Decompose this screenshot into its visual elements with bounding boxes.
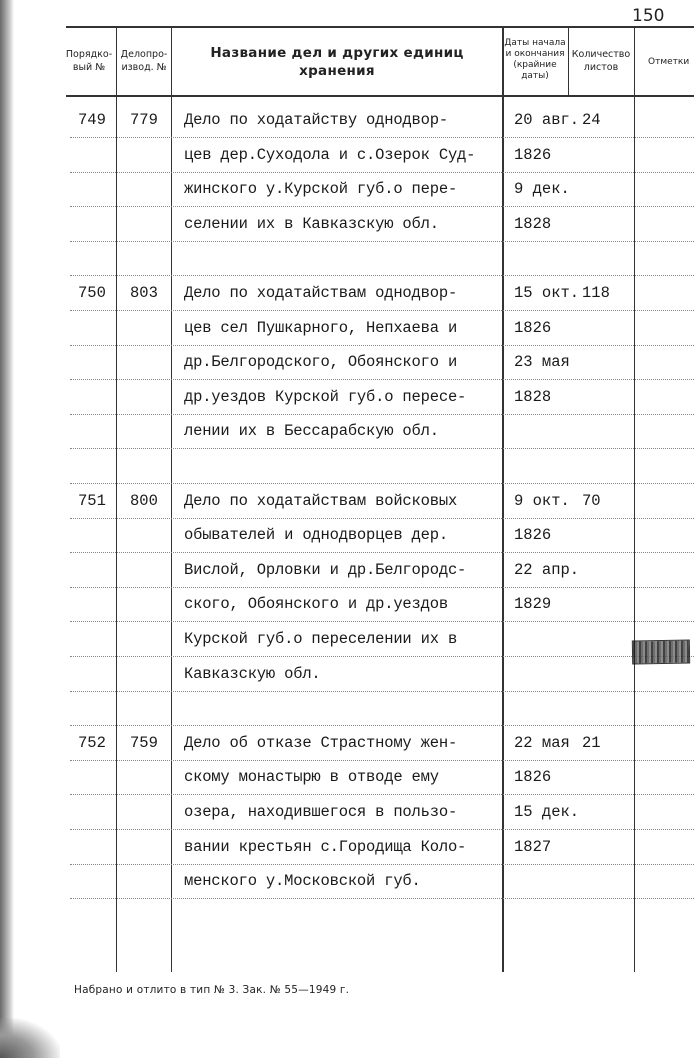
- table-row: [66, 383, 694, 417]
- case-title-cell: селении их в Кавказскую обл.: [184, 215, 439, 233]
- date-cell: 1826: [514, 526, 552, 544]
- date-cell: 1828: [514, 388, 552, 406]
- case-title-cell: Дело по ходатайствам войсковых: [184, 492, 458, 510]
- page-number: 150: [632, 6, 665, 26]
- table-row: [66, 106, 694, 140]
- seq-number-cell: 751: [78, 492, 106, 510]
- case-number-cell: 759: [130, 734, 158, 752]
- date-cell: 15 окт.: [514, 284, 580, 302]
- header-seq-number: Порядко-вый №: [65, 49, 113, 73]
- date-cell: 1826: [514, 319, 552, 337]
- case-title-cell: ского, Обоянского и др.уездов: [184, 595, 448, 613]
- case-title-cell: Дело по ходатайству однодвор-: [184, 111, 448, 129]
- case-title-cell: Дело по ходатайствам однодвор-: [184, 284, 458, 302]
- header-dates: Даты начала и окончания (крайние даты): [504, 38, 566, 81]
- column-divider: [568, 26, 569, 96]
- sheets-count-cell: 118: [582, 284, 610, 302]
- seq-number-cell: 752: [78, 734, 106, 752]
- table-row: [66, 279, 694, 313]
- date-cell: 20 авг.: [514, 111, 580, 129]
- seq-number-cell: 750: [78, 284, 106, 302]
- date-cell: 1827: [514, 838, 552, 856]
- table-top-rule: [66, 26, 694, 28]
- case-title-cell: лении их в Бессарабскую обл.: [184, 422, 439, 440]
- header-notes: Отметки: [648, 56, 690, 67]
- table-header-rule: [66, 95, 694, 97]
- table-row: [66, 729, 694, 763]
- table-row: [66, 660, 694, 694]
- table-row: [66, 487, 694, 521]
- case-title-cell: жинского у.Курской губ.о пере-: [184, 180, 458, 198]
- case-number-cell: 779: [130, 111, 158, 129]
- case-title-cell: Дело об отказе Страстному жен-: [184, 734, 458, 752]
- date-cell: 23 мая: [514, 353, 570, 371]
- page-binding-edge: [0, 0, 14, 1058]
- table-row: [66, 694, 694, 728]
- table-row: [66, 833, 694, 867]
- date-cell: 15 дек.: [514, 803, 580, 821]
- table-row: [66, 314, 694, 348]
- table-row: [66, 590, 694, 624]
- table-row: [66, 521, 694, 555]
- case-title-cell: скому монастырю в отводе ему: [184, 768, 439, 786]
- header-sheets-count: Количество листов: [571, 49, 631, 73]
- table-row: [66, 556, 694, 590]
- case-number-cell: 800: [130, 492, 158, 510]
- table-row: [66, 625, 694, 659]
- table-row: [66, 141, 694, 175]
- date-cell: 22 мая: [514, 734, 570, 752]
- table-row: [66, 244, 694, 278]
- seq-number-cell: 749: [78, 111, 106, 129]
- table-row: [66, 867, 694, 901]
- printer-imprint: Набрано и отлито в тип № 3. Зак. № 55—1949 г.: [74, 984, 350, 996]
- archive-stamp: [632, 639, 690, 664]
- case-number-cell: 803: [130, 284, 158, 302]
- sheets-count-cell: 24: [582, 111, 601, 129]
- case-title-cell: Кавказскую обл.: [184, 665, 321, 683]
- header-title: Название дел и других единиц хранения: [210, 44, 464, 79]
- case-title-cell: цев дер.Суходола и с.Озерок Суд-: [184, 146, 476, 164]
- case-title-cell: цев сел Пушкарного, Непхаева и: [184, 319, 458, 337]
- table-row: [66, 452, 694, 486]
- sheets-count-cell: 21: [582, 734, 601, 752]
- date-cell: 1826: [514, 146, 552, 164]
- case-title-cell: др.уездов Курской губ.о пересе-: [184, 388, 467, 406]
- case-title-cell: менского у.Московской губ.: [184, 872, 421, 890]
- header-case-number: Делопро-извод. №: [120, 49, 168, 73]
- date-cell: 9 окт.: [514, 492, 570, 510]
- table-row: [66, 175, 694, 209]
- date-cell: 1829: [514, 595, 552, 613]
- case-title-cell: Курской губ.о переселении их в: [184, 630, 458, 648]
- sheets-count-cell: 70: [582, 492, 601, 510]
- case-title-cell: др.Белгородского, Обоянского и: [184, 353, 458, 371]
- table-row: [66, 210, 694, 244]
- table-row: [66, 763, 694, 797]
- page-binding-corner: [0, 1018, 60, 1058]
- case-title-cell: вании крестьян с.Городища Коло-: [184, 838, 467, 856]
- date-cell: 1826: [514, 768, 552, 786]
- case-title-cell: обывателей и однодворцев дер.: [184, 526, 448, 544]
- date-cell: 1828: [514, 215, 552, 233]
- table-row: [66, 417, 694, 451]
- case-title-cell: озера, находившегося в пользо-: [184, 803, 458, 821]
- table-row: [66, 798, 694, 832]
- date-cell: 9 дек.: [514, 180, 570, 198]
- case-title-cell: Вислой, Орловки и др.Белгородс-: [184, 561, 467, 579]
- date-cell: 22 апр.: [514, 561, 580, 579]
- table-row: [66, 348, 694, 382]
